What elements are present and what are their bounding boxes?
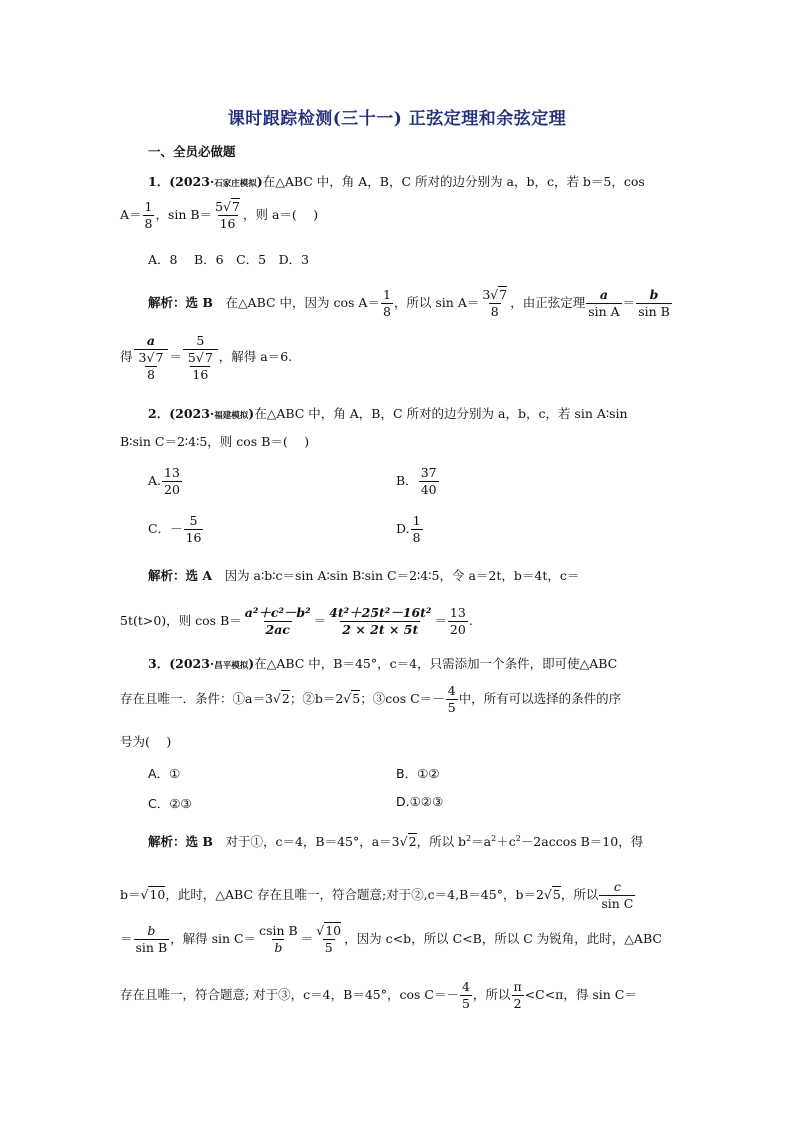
fraction: $\frac{4}{5}$ (461, 979, 470, 1011)
fraction: $\frac{\text{csin B}}{b}$ (259, 923, 298, 955)
q1-options: A．8 B．6 C．5 D．3 (148, 252, 310, 267)
fraction: $\frac{13}{20}$ (164, 465, 180, 497)
fraction: $\frac{37}{40}$ (420, 465, 437, 497)
q3-solution-line3: ＝ $\frac{b}{\text{sin B}}$ ，解得 sin C＝ $\frac{\text{csin B}}{b}$ ＝ $\frac{√10}{5}$ ，因为 c<b，所以 C<B，所以 C 为锐角，此时，△ABC (120, 923, 662, 955)
q1-stem-line2: A＝ $\frac{1}{8}$ ，sin B＝ $\frac{5√7}{16}$ ，则 a＝( ) (120, 199, 319, 231)
fraction: $\frac{5}{16}$ (185, 513, 202, 545)
q3-stem-line3: 号为( ) (120, 734, 172, 749)
q3-option-c: C．②③ (148, 796, 192, 811)
q3-solution-line4: 存在且唯一，符合题意; 对于③，c＝4，B＝45°，cos C＝－ $\frac{4}{5}$ ，所以 $\frac{\pi}{2}$ <C<π，得 sin C＝ (120, 979, 637, 1011)
fraction: $\frac{\text{a²＋c²－b²}}{2ac}$ (244, 605, 311, 637)
q3-solution-line1: 解析：选 B 对于①，c＝4，B＝45°，a＝3√2，所以 $b^2=a^2+c^2-2accos$ B＝10，得 (148, 834, 644, 849)
q3-source: 昌平模拟 (214, 661, 249, 671)
fraction: $\frac{1}{8}$ (382, 287, 391, 319)
fraction: $\frac{c}{\text{sin C}}$ (601, 879, 634, 911)
q3-solution-line2: b＝√10，此时，△ABC 存在且唯一，符合题意;对于②,c＝4,B＝45°，b＝2√5，所以 $\frac{c}{\text{sin C}}$ (120, 879, 634, 911)
fraction: $\frac{1}{8}$ (144, 199, 153, 231)
fraction: $\frac{5√7}{16}$ (215, 199, 240, 231)
q2-option-c: C．－ $\frac{5}{16}$ (148, 513, 202, 545)
fraction: $\frac{\pi}{2}$ (513, 979, 522, 1011)
fraction: $\frac{√10}{5}$ (316, 923, 342, 955)
q3-option-b: B．①② (396, 766, 440, 781)
q1-solution-line1: 解析：选 B 在△ABC 中，因为 cos A＝ $\frac{1}{8}$ ，所以 sin A＝ $\frac{3√7}{8}$ ，由正弦定理 $\frac{a}{\text{sin A}}$ ＝ $\frac{b}{\text{sin B}}$ (148, 287, 670, 319)
q2-option-d: D. $\frac{1}{8}$ (396, 513, 421, 545)
fraction: $\frac{b}{\text{sin B}}$ (135, 923, 168, 955)
section-heading: 一、全员必做题 (148, 144, 236, 159)
q1-solution-line2: 得 $\frac{a}{\frac{3√7}{8}}$ ＝ $\frac{5}{\frac{5√7}{16}}$ ，解得 a＝6. (120, 333, 293, 382)
fraction: $\frac{3√7}{8}$ (482, 287, 508, 319)
fraction: $\frac{a}{\text{sin A}}$ (588, 287, 620, 319)
q3-stem-line1: 3．(2023·昌平模拟)在△ABC 中，B＝45°，c＝4，只需添加一个条件，即可使△ABC (148, 656, 618, 671)
fraction: $\frac{4}{5}$ (447, 683, 456, 715)
q2-option-b: B． $\frac{37}{40}$ (396, 465, 437, 497)
q1-stem-line1: 1．(2023·石家庄模拟)在△ABC 中，角 A，B，C 所对的边分别为 a，b，c，若 b＝5，cos (148, 174, 645, 189)
fraction: $\frac{1}{8}$ (412, 513, 421, 545)
fraction: $\frac{b}{\text{sin B}}$ (638, 287, 670, 319)
fraction: $\frac{5}{\frac{5√7}{16}}$ (183, 334, 218, 381)
q2-stem-line1: 2．(2023·福建模拟)在△ABC 中，角 A，B，C 所对的边分别为 a，b，c，若 sin A∶sin (148, 406, 628, 421)
q2-option-a: A. $\frac{13}{20}$ (148, 465, 180, 497)
q1-source: 石家庄模拟 (214, 179, 257, 189)
q3-option-d: D.①②③ (396, 794, 444, 809)
q2-solution-line2: 5t(t>0)，则 cos B＝ $\frac{\text{a²＋c²－b²}}{2ac}$ ＝ $\frac{\text{4t²＋25t²－16t²}}{2 \times 2t \times 5t}$ ＝ $\frac{13}{20}$ . (120, 605, 473, 637)
fraction: $\frac{a}{\frac{3√7}{8}}$ (134, 334, 169, 381)
fraction: $\frac{13}{20}$ (449, 605, 466, 637)
q2-solution-line1: 解析：选 A 因为 a∶b∶c＝sin A∶sin B∶sin C＝2∶4∶5，令 a＝2t，b＝4t，c＝ (148, 568, 580, 583)
fraction: $\frac{\text{4t²＋25t²－16t²}}{2 \times 2t \times 5t}$ (329, 605, 432, 637)
page-title: 课时跟踪检测(三十一) 正弦定理和余弦定理 (227, 109, 567, 129)
q3-stem-line2: 存在且唯一．条件：①a＝3√2；②b＝2√5；③cos C＝－ $\frac{4}{5}$ 中，所有可以选择的条件的序 (120, 683, 622, 715)
q2-source: 福建模拟 (214, 411, 249, 421)
q2-stem-line2: B∶sin C＝2∶4∶5，则 cos B＝( ) (120, 434, 310, 449)
q3-option-a: A．① (148, 766, 181, 781)
